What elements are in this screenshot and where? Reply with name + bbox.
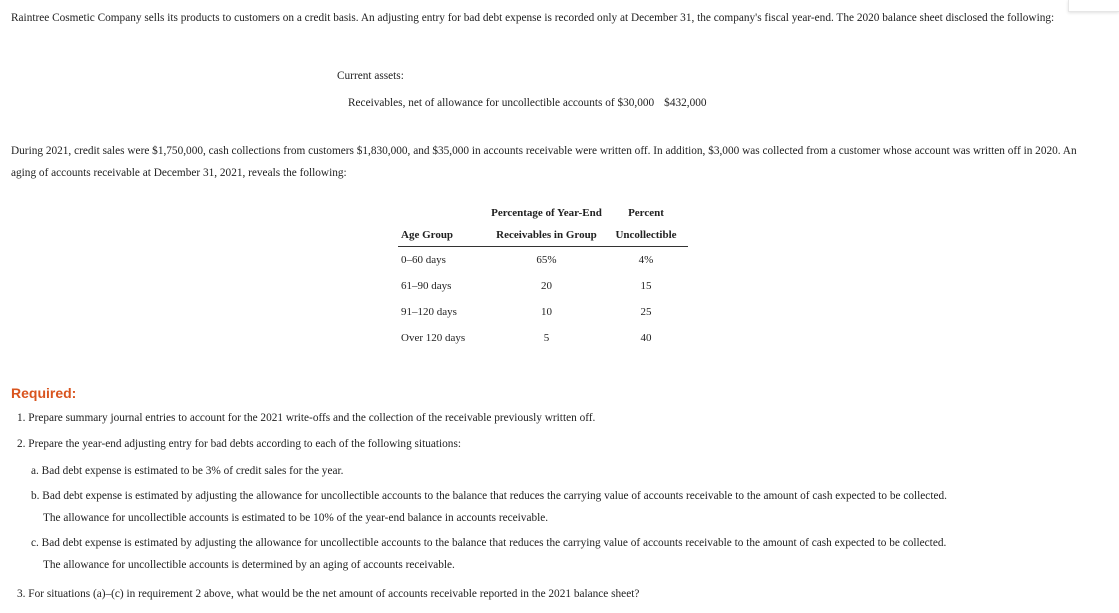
requirement-2: 2. Prepare the year-end adjusting entry for bad debts according to each of the following situations: [17, 438, 461, 450]
percent-uncollectible-cell: 40 [640, 332, 652, 344]
current-assets-label: Current assets: [337, 70, 404, 82]
receivables-amount: $432,000 [664, 97, 707, 109]
requirement-2b-line-1: b. Bad debt expense is estimated by adjusting the allowance for uncollectible accounts to the balance that reduces the carrying value of accounts receivable to the amount of cash expected to be collected. [31, 490, 947, 502]
percent-uncollectible-cell: 15 [640, 280, 652, 292]
receivables-line [348, 97, 707, 109]
aging-header-row-1 [398, 202, 688, 224]
requirement-3: 3. For situations (a)–(c) in requirement 2 above, what would be the net amount of accounts receivable reported in the 2021 balance sheet? [17, 588, 640, 600]
requirement-1: 1. Prepare summary journal entries to account for the 2021 write-offs and the collection of the receivable previously written off. [17, 412, 596, 424]
table-row [398, 247, 688, 274]
aging-header-receivables: Receivables in Group [489, 224, 604, 247]
age-group-cell: 91–120 days [401, 306, 457, 318]
aging-header-row-2 [398, 224, 688, 247]
activity-paragraph: During 2021, credit sales were $1,750,000, cash collections from customers $1,830,000, and $35,000 in accounts receivable were written off. In addition, $3,000 was collected from a customer whose account was written off in 2020. An aging of accounts receivable at December 31, 2021, reveals the following: [11, 145, 1077, 179]
aging-header-age-blank [398, 202, 489, 224]
requirement-2a: a. Bad debt expense is estimated to be 3% of credit sales for the year. [31, 465, 344, 477]
required-heading: Required: [11, 385, 77, 401]
age-group-cell: Over 120 days [401, 332, 466, 344]
table-row [398, 325, 688, 351]
percent-receivables-cell: 10 [541, 306, 552, 318]
aging-header-percent-top: Percent [628, 207, 664, 219]
percent-receivables-cell: 65% [536, 254, 557, 266]
age-group-cell: 0–60 days [401, 254, 446, 266]
receivables-label: Receivables, net of allowance for uncollectible accounts of $30,000 [348, 97, 655, 109]
table-row [398, 299, 688, 325]
intro-paragraph: Raintree Cosmetic Company sells its products to customers on a credit basis. An adjusting entry for bad debt expense is recorded only at December 31, the company's fiscal year-end. The 2020 balance sheet disclosed the following: [11, 12, 1055, 24]
percent-receivables-cell: 20 [541, 280, 552, 292]
percent-uncollectible-cell: 25 [640, 306, 652, 318]
requirement-2b [31, 485, 1091, 529]
percent-receivables-cell: 5 [543, 332, 550, 344]
aging-header-percentage-top: Percentage of Year-End [491, 207, 602, 219]
aging-table [398, 202, 688, 351]
percent-uncollectible-cell: 4% [638, 254, 654, 266]
requirement-2c-line-1: c. Bad debt expense is estimated by adjusting the allowance for uncollectible accounts to the balance that reduces the carrying value of accounts receivable to the amount of cash expected to be collected. [31, 537, 947, 549]
aging-header-uncollectible: Uncollectible [604, 224, 688, 247]
table-row [398, 273, 688, 299]
requirement-2c [31, 532, 1091, 576]
aging-header-age-group: Age Group [398, 224, 489, 247]
requirement-2c-line-2: The allowance for uncollectible accounts is determined by an aging of accounts receivable. [43, 559, 455, 571]
age-group-cell: 61–90 days [401, 280, 452, 292]
requirement-2b-line-2: The allowance for uncollectible accounts is estimated to be 10% of the year-end balance in accounts receivable. [43, 512, 549, 524]
